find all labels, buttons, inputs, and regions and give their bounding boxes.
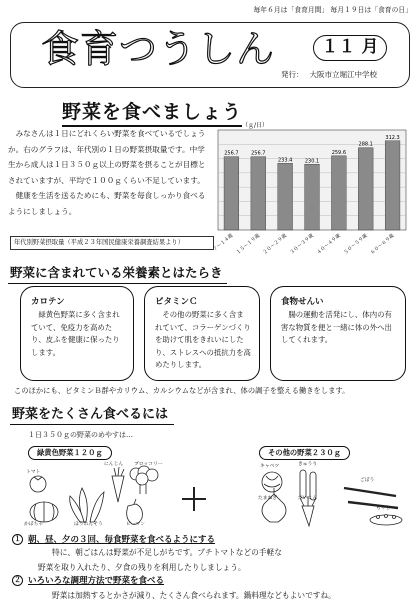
burdock-icon xyxy=(344,488,398,508)
tip-line: 野菜は加熱するとかさが減り、たくさん食べられます。鍋料理などもよいですね。 xyxy=(52,591,336,600)
pumpkin-icon xyxy=(30,502,58,522)
spinach-icon xyxy=(70,488,104,522)
section2-heading-text: 野菜に含まれている栄養素とはたらき xyxy=(10,265,223,280)
green-vegetable-label: 緑黄色野菜１２０ｇ xyxy=(28,446,112,460)
vegetable-label-cucumber: きゅうり xyxy=(298,462,318,467)
section3-heading xyxy=(12,403,168,422)
cabbage-icon xyxy=(262,472,282,492)
intro-paragraph: 健康を生活を送るためにも、野菜を毎食しっかり食べるようにしましょう。 xyxy=(8,191,206,216)
tip-title: いろいろな調理方法で野菜を食べる xyxy=(28,576,165,586)
chart-bar xyxy=(251,157,266,230)
other-nutrients-note: このほかにも、ビタミンＢ群やカリウム、カルシウムなどが含まれ、体の調子を整える働きをします。 xyxy=(14,386,350,395)
nutrient-text: その他の野菜に多く含まれていて、コラーゲンづくりを助けて肌をきれいにしたり、ストレスへの抵抗力を高めたりします。 xyxy=(155,310,251,369)
vegetable-label-tomato: トマト xyxy=(26,470,41,475)
chart-category-label: ５０～５９歳 xyxy=(343,233,369,256)
vegetable-label-broccoli: ブロッコリー xyxy=(134,462,163,467)
chart-value-label: 259.6 xyxy=(331,149,347,156)
tip-title: 朝、昼、夕の３回、毎食野菜を食べるようにする xyxy=(28,535,216,545)
chart-bar xyxy=(331,156,346,230)
nutrient-box-fiber xyxy=(270,286,406,381)
nutrient-text: 腸の運動を活発にし、体内の有害な物質を便と一緒に体の外へ出してくれます。 xyxy=(281,310,392,344)
plus-sign xyxy=(182,487,206,511)
intro-paragraph: みなさんは１日にどれくらい野菜を食べているでしょうか。右のグラフは、年代別の１日の野菜摂取量です。中学生から成人は１日３５０ｇ以上の野菜を摂ることが目標とされていますが、平均で１００ｇくらい不足しています。 xyxy=(8,129,206,185)
other-vegetable-label: その他の野菜２３０ｇ xyxy=(259,446,350,460)
vegetable-label-pumpkin: かぼちゃ xyxy=(24,522,44,527)
broccoli-icon xyxy=(130,466,158,494)
nutrient-name: ビタミンＣ xyxy=(155,297,198,307)
chart-bar xyxy=(385,141,400,230)
nutrient-box-carotene xyxy=(20,286,134,381)
chart-bar xyxy=(305,164,320,230)
intro-text xyxy=(8,126,208,219)
chart-value-label: 230.1 xyxy=(304,158,320,165)
month-unit: 月 xyxy=(361,37,379,57)
daily-guide-text: １日３５０ｇの野菜のめやすは… xyxy=(28,431,133,439)
other-vegetables-illustration xyxy=(256,462,412,528)
vegetable-drawings xyxy=(256,462,412,528)
chart-bar xyxy=(278,163,293,230)
chart-category-label: １５～１９歳 xyxy=(235,233,262,256)
tip-2-body xyxy=(52,588,336,603)
vegetable-intake-chart xyxy=(212,118,412,258)
top-note: 毎年６月は「食育月間」 毎月１９日は「食育の日」 xyxy=(253,6,412,14)
heading-underline xyxy=(10,424,174,426)
tomato-icon xyxy=(30,476,46,492)
newsletter-title: 食育つうしん xyxy=(41,27,276,71)
section3-heading-text: 野菜をたくさん食べるには xyxy=(12,407,169,422)
chart-value-label: 256.7 xyxy=(251,150,266,157)
nutrient-box-vitamin-c xyxy=(144,286,260,381)
tip-1-body xyxy=(38,545,282,575)
chart-category-label: ６０～６９歳 xyxy=(370,233,396,256)
vegetable-drawings xyxy=(24,462,174,528)
tip-1 xyxy=(12,533,215,545)
carrot-icon xyxy=(112,467,124,502)
chart-value-label: 288.1 xyxy=(358,141,373,148)
vegetable-label-burdock: ごぼう xyxy=(360,478,375,483)
chart-value-label: 233.4 xyxy=(277,157,293,164)
nutrient-name: カロテン xyxy=(31,297,65,307)
vegetable-label-pepper: ピーマン xyxy=(126,522,145,527)
bean-sprouts-icon xyxy=(370,515,402,526)
chart-category-label: ３０～３９歳 xyxy=(289,233,315,256)
vegetable-label-sprouts: もやし xyxy=(376,506,391,511)
tip-number-mark: ２ xyxy=(14,576,21,584)
issuer-name: 大阪市立堀江中学校 xyxy=(309,70,377,79)
chart-category-label: ２０～２９歳 xyxy=(262,233,288,256)
chart-value-label: 256.7 xyxy=(224,150,239,157)
green-vegetables-illustration xyxy=(24,462,174,528)
month-badge xyxy=(313,35,387,61)
chart-category-label: ７～１４歳 xyxy=(212,233,235,253)
header-banner xyxy=(10,22,410,88)
vegetable-label-carrot: にんじん xyxy=(104,462,124,467)
month-number: １１ xyxy=(321,37,356,57)
tip-line: 特に、朝ごはんは野菜が不足しがちです。プチトマトなどの手軽な xyxy=(52,548,282,557)
chart-value-label: 312.3 xyxy=(385,134,400,141)
issuer-label: 発行： xyxy=(281,70,304,79)
vegetable-label-daikon: だいこん xyxy=(298,496,318,501)
chart-svg xyxy=(212,118,412,258)
nutrient-text: 緑黄色野菜に多く含まれていて、免疫力を高めたり、皮ふを健康に保ったりします。 xyxy=(31,310,120,357)
chart-bar xyxy=(358,148,373,230)
tip-line: 野菜を取り入れたり、夕食の残りを利用したりしましょう。 xyxy=(38,563,246,572)
vegetable-label-spinach: ほうれんそう xyxy=(74,522,103,527)
tip-2 xyxy=(12,574,164,586)
vegetable-label-cabbage: キャベツ xyxy=(260,464,280,469)
chart-bar xyxy=(224,157,239,230)
chart-unit-label: （ｇ/日） xyxy=(242,122,269,129)
onion-icon xyxy=(262,488,286,522)
heading-underline xyxy=(8,283,227,285)
tip-number-mark: １ xyxy=(14,535,21,543)
chart-category-label: ４０～４９歳 xyxy=(316,233,342,256)
section2-heading xyxy=(10,263,223,281)
section1-heading: 野菜を食べましょう xyxy=(62,97,242,124)
issuer xyxy=(281,69,377,80)
chart-source-note: 年代別野菜摂取量（平成２３年国民健康栄養調査結果より） xyxy=(10,236,214,250)
green-pepper-icon xyxy=(127,499,143,524)
vegetable-label-onion: たまねぎ xyxy=(258,496,278,501)
nutrient-name: 食物せんい xyxy=(281,297,324,307)
